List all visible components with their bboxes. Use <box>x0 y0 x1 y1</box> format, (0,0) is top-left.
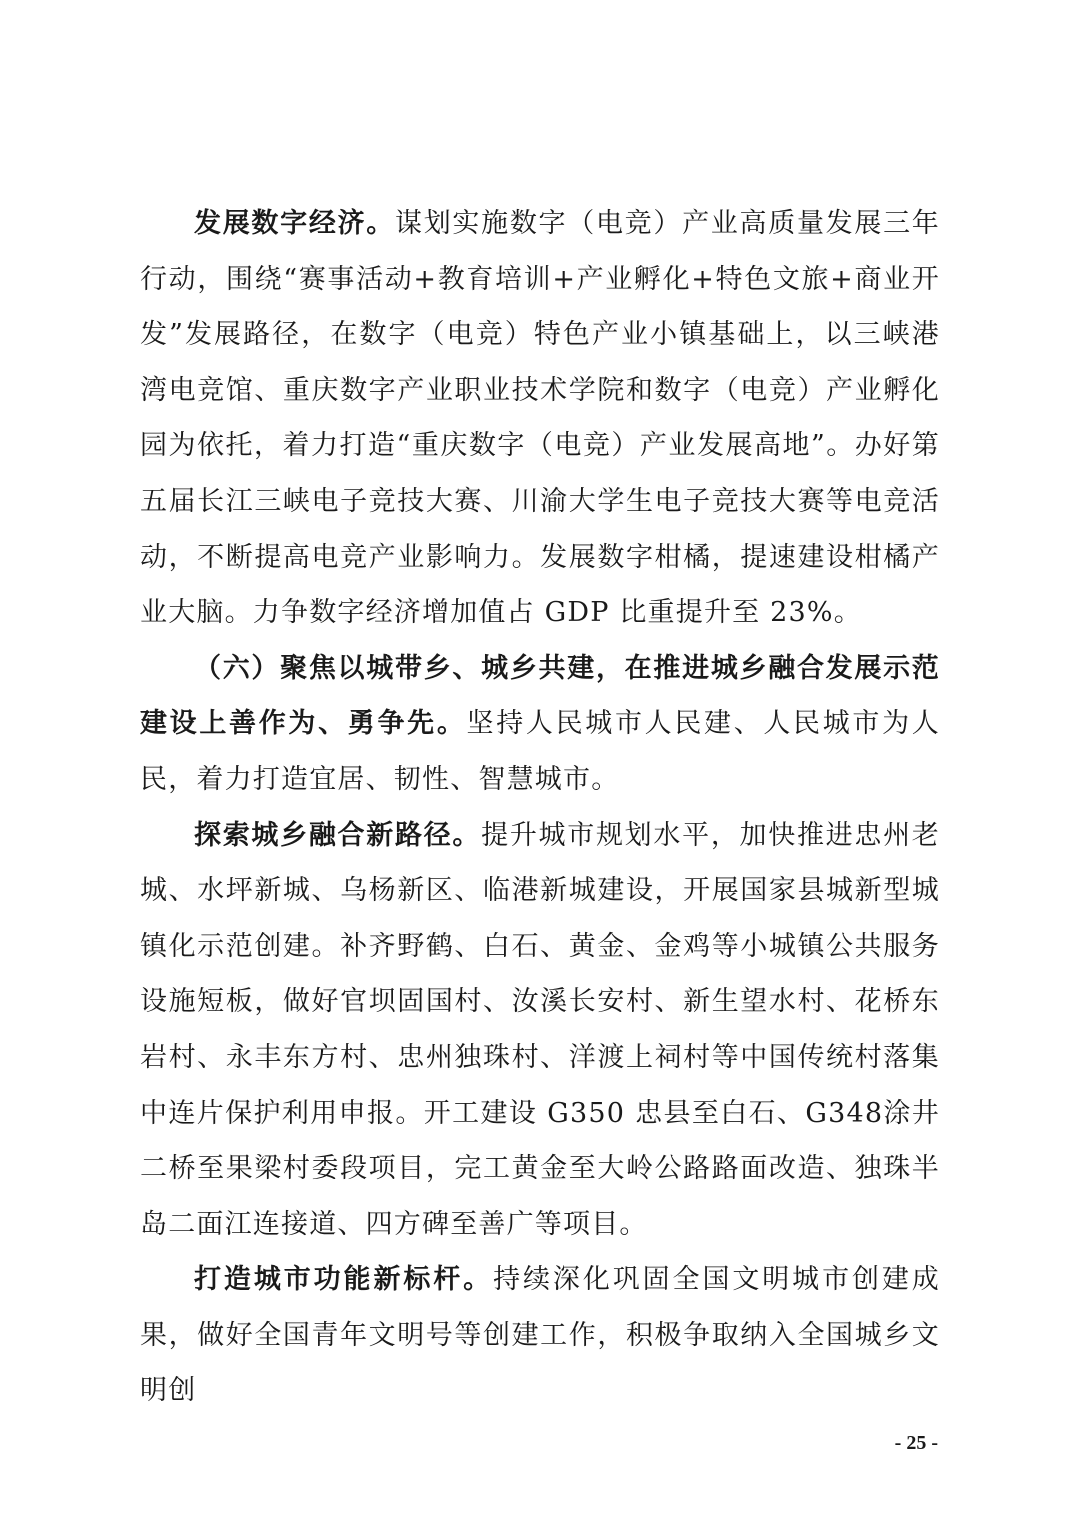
paragraph-lead: 打造城市功能新标杆。 <box>194 1264 494 1296</box>
paragraph-section-six <box>140 641 940 808</box>
paragraph-city-function <box>140 1252 940 1419</box>
body-text <box>140 196 940 1419</box>
paragraph-body: 提升城市规划水平，加快推进忠州老城、水坪新城、乌杨新区、临港新城建设，开展国家县城新型城镇化示范创建。补齐野鹤、白石、黄金、金鸡等小城镇公共服务设施短板，做好官坝固国村、汝溪长安村、新生望水村、花桥东岩村、永丰东方村、忠州独珠村、洋渡上祠村等中国传统村落集中连片保护利用申报。开工建设 G350 忠县至白石、G348涂井二桥至果梁村委段项目，完工黄金至大岭公路路面改造、独珠半岛二面江连接道、四方碑至善广等项目。 <box>140 819 941 1240</box>
paragraph-body: 坚持人民城市人民建、人民城市为人民，着力打造宜居、韧性、智慧城市。 <box>140 708 940 795</box>
paragraph-body: 谋划实施数字（电竞）产业高质量发展三年行动，围绕“赛事活动+教育培训+产业孵化+特色文旅+商业开发”发展路径，在数字（电竞）特色产业小镇基础上，以三峡港湾电竞馆、重庆数字产业职业技术学院和数字（电竞）产业孵化园为依托，着力打造“重庆数字（电竞）产业发展高地”。办好第五届长江三峡电子竞技大赛、川渝大学生电子竞技大赛等电竞活动，不断提高电竞产业影响力。发展数字柑橘，提速建设柑橘产业大脑。力争数字经济增加值占 GDP 比重提升至 23%。 <box>140 208 940 629</box>
paragraph-body: 持续深化巩固全国文明城市创建成果，做好全国青年文明号等创建工作，积极争取纳入全国城乡文明创 <box>140 1264 941 1407</box>
paragraph-urban-rural <box>140 808 940 1253</box>
page-number: - 25 - <box>894 1432 938 1454</box>
paragraph-lead: 发展数字经济。 <box>194 208 395 239</box>
section-heading: （六）聚焦以城带乡、城乡共建，在推进城乡融合发展示范建设上善作为、勇争先。 <box>140 652 940 740</box>
paragraph-digital-economy <box>140 196 940 641</box>
paragraph-lead: 探索城乡融合新路径。 <box>194 819 482 851</box>
